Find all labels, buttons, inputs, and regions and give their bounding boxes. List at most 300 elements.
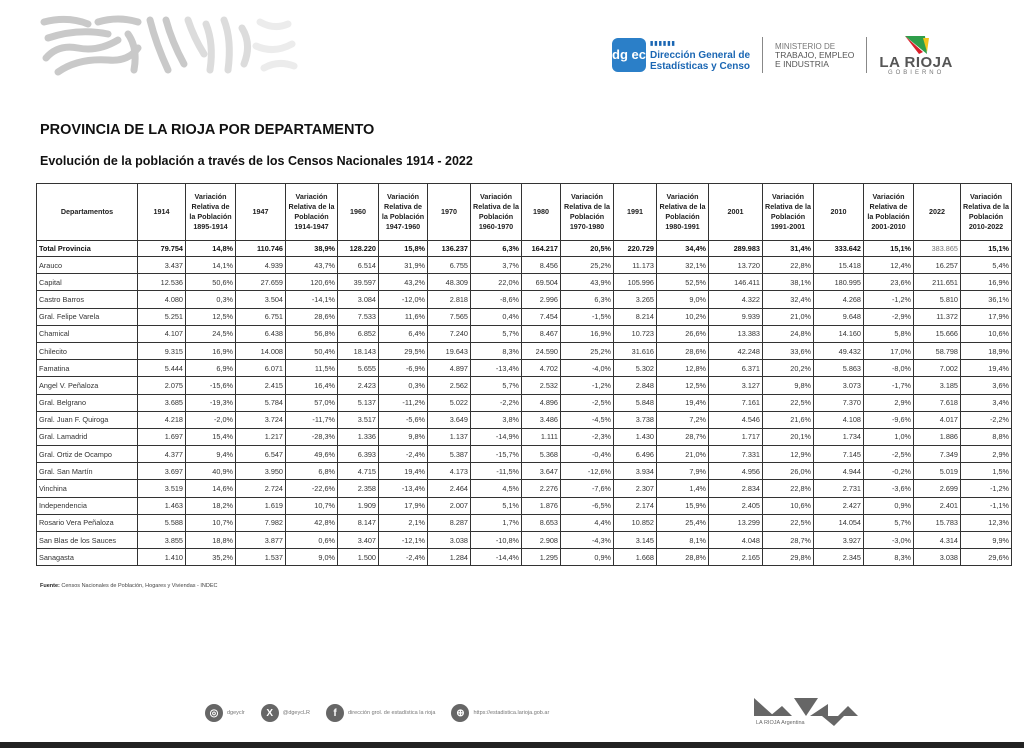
population-cell: 3.437 bbox=[138, 257, 186, 274]
variation-cell: 8,3% bbox=[471, 342, 522, 359]
variation-cell: -1,2% bbox=[561, 377, 614, 394]
population-cell: 180.995 bbox=[814, 274, 864, 291]
population-cell: 7.533 bbox=[338, 308, 379, 325]
variation-cell: -7,6% bbox=[561, 480, 614, 497]
variation-cell: 5,7% bbox=[864, 514, 914, 531]
footer-social-links bbox=[205, 700, 565, 726]
population-cell: 3.504 bbox=[236, 291, 286, 308]
variation-cell: 22,5% bbox=[763, 514, 814, 531]
population-cell: 4.939 bbox=[236, 257, 286, 274]
variation-cell: 56,8% bbox=[286, 325, 338, 342]
population-cell: 3.073 bbox=[814, 377, 864, 394]
variation-cell: 18,8% bbox=[186, 532, 236, 549]
population-cell: 15.783 bbox=[914, 514, 961, 531]
population-cell: 2.276 bbox=[522, 480, 561, 497]
population-cell: 5.302 bbox=[614, 360, 657, 377]
population-cell: 1.137 bbox=[428, 428, 471, 445]
population-cell: 6.755 bbox=[428, 257, 471, 274]
column-header: 1914 bbox=[138, 184, 186, 241]
ministry-line3: E INDUSTRIA bbox=[775, 58, 829, 69]
column-header: Variación Relativa de la Población 2001-2010 bbox=[864, 184, 914, 241]
variation-cell: 49,6% bbox=[286, 446, 338, 463]
population-cell: 4.108 bbox=[814, 411, 864, 428]
variation-cell: -5,6% bbox=[379, 411, 428, 428]
population-cell: 5.251 bbox=[138, 308, 186, 325]
population-cell: 2.834 bbox=[709, 480, 763, 497]
variation-cell: -1,2% bbox=[961, 480, 1012, 497]
variation-cell: 12,5% bbox=[186, 308, 236, 325]
variation-cell: 15,4% bbox=[186, 428, 236, 445]
population-cell: 4.956 bbox=[709, 463, 763, 480]
population-cell: 7.002 bbox=[914, 360, 961, 377]
variation-cell: 5,4% bbox=[961, 257, 1012, 274]
column-header: Variación Relativa de la Población 1991-2001 bbox=[763, 184, 814, 241]
population-cell: 1.336 bbox=[338, 428, 379, 445]
population-cell: 2.401 bbox=[914, 497, 961, 514]
population-cell: 2.427 bbox=[814, 497, 864, 514]
instagram-icon: ◎ bbox=[205, 704, 223, 722]
population-cell: 7.349 bbox=[914, 446, 961, 463]
variation-cell: 28,7% bbox=[763, 532, 814, 549]
population-table bbox=[36, 183, 1012, 566]
variation-cell: 0,9% bbox=[561, 549, 614, 566]
population-cell: 4.048 bbox=[709, 532, 763, 549]
variation-cell: 31,9% bbox=[379, 257, 428, 274]
population-cell: 5.137 bbox=[338, 394, 379, 411]
variation-cell: -15,7% bbox=[471, 446, 522, 463]
variation-cell: 9,0% bbox=[657, 291, 709, 308]
department-name: Castro Barros bbox=[37, 291, 138, 308]
variation-cell: 6,3% bbox=[471, 241, 522, 257]
table-row bbox=[37, 428, 1012, 445]
variation-cell: 6,4% bbox=[379, 325, 428, 342]
variation-cell: -14,9% bbox=[471, 428, 522, 445]
variation-cell: 8,8% bbox=[961, 428, 1012, 445]
variation-cell: 40,9% bbox=[186, 463, 236, 480]
variation-cell: 12,8% bbox=[657, 360, 709, 377]
population-cell: 289.983 bbox=[709, 241, 763, 257]
column-header: Variación Relativa de la Población 2010-2022 bbox=[961, 184, 1012, 241]
population-cell: 18.143 bbox=[338, 342, 379, 359]
population-cell: 2.405 bbox=[709, 497, 763, 514]
column-header: Variación Relativa de la Población 1970-1980 bbox=[561, 184, 614, 241]
population-cell: 2.848 bbox=[614, 377, 657, 394]
variation-cell: -11,7% bbox=[286, 411, 338, 428]
population-cell: 1.876 bbox=[522, 497, 561, 514]
population-cell: 1.619 bbox=[236, 497, 286, 514]
population-cell: 9.648 bbox=[814, 308, 864, 325]
population-cell: 1.717 bbox=[709, 428, 763, 445]
variation-cell: -2,2% bbox=[471, 394, 522, 411]
variation-cell: 28,6% bbox=[657, 342, 709, 359]
department-name: Sanagasta bbox=[37, 549, 138, 566]
variation-cell: 1,7% bbox=[471, 514, 522, 531]
population-cell: 7.240 bbox=[428, 325, 471, 342]
population-cell: 5.019 bbox=[914, 463, 961, 480]
population-cell: 1.284 bbox=[428, 549, 471, 566]
variation-cell: 0,6% bbox=[286, 532, 338, 549]
total-row bbox=[37, 241, 1012, 257]
divider bbox=[762, 37, 763, 73]
population-cell: 3.697 bbox=[138, 463, 186, 480]
variation-cell: 29,5% bbox=[379, 342, 428, 359]
population-cell: 1.295 bbox=[522, 549, 561, 566]
variation-cell: 2,9% bbox=[864, 394, 914, 411]
population-cell: 8.456 bbox=[522, 257, 561, 274]
population-cell: 2.345 bbox=[814, 549, 864, 566]
population-cell: 3.486 bbox=[522, 411, 561, 428]
table-row bbox=[37, 274, 1012, 291]
population-cell: 4.896 bbox=[522, 394, 561, 411]
population-cell: 3.877 bbox=[236, 532, 286, 549]
variation-cell: 3,6% bbox=[961, 377, 1012, 394]
population-cell: 58.798 bbox=[914, 342, 961, 359]
variation-cell: 29,8% bbox=[763, 549, 814, 566]
dgec-name-line1: Dirección General de bbox=[650, 49, 751, 61]
variation-cell: 10,6% bbox=[961, 325, 1012, 342]
source-label: Fuente: bbox=[40, 583, 60, 589]
social-link[interactable] bbox=[261, 704, 310, 722]
table-row bbox=[37, 463, 1012, 480]
variation-cell: 52,5% bbox=[657, 274, 709, 291]
population-cell: 333.642 bbox=[814, 241, 864, 257]
population-cell: 3.649 bbox=[428, 411, 471, 428]
population-cell: 31.616 bbox=[614, 342, 657, 359]
variation-cell: 1,4% bbox=[657, 480, 709, 497]
variation-cell: -1,2% bbox=[864, 291, 914, 308]
population-cell: 3.185 bbox=[914, 377, 961, 394]
department-name: Capital bbox=[37, 274, 138, 291]
population-cell: 164.217 bbox=[522, 241, 561, 257]
variation-cell: -10,8% bbox=[471, 532, 522, 549]
population-cell: 6.071 bbox=[236, 360, 286, 377]
variation-cell: 11,6% bbox=[379, 308, 428, 325]
variation-cell: 42,8% bbox=[286, 514, 338, 531]
population-cell: 7.454 bbox=[522, 308, 561, 325]
population-cell: 13.299 bbox=[709, 514, 763, 531]
population-cell: 6.438 bbox=[236, 325, 286, 342]
variation-cell: -2,4% bbox=[379, 549, 428, 566]
population-cell: 69.504 bbox=[522, 274, 561, 291]
population-cell: 7.618 bbox=[914, 394, 961, 411]
population-cell: 4.017 bbox=[914, 411, 961, 428]
variation-cell: -2,0% bbox=[186, 411, 236, 428]
variation-cell: 11,5% bbox=[286, 360, 338, 377]
variation-cell: 15,9% bbox=[657, 497, 709, 514]
population-cell: 9.315 bbox=[138, 342, 186, 359]
divider bbox=[866, 37, 867, 73]
variation-cell: 24,5% bbox=[186, 325, 236, 342]
population-cell: 1.734 bbox=[814, 428, 864, 445]
variation-cell: 5,1% bbox=[471, 497, 522, 514]
population-cell: 5.863 bbox=[814, 360, 864, 377]
variation-cell: -6,5% bbox=[561, 497, 614, 514]
table-row bbox=[37, 342, 1012, 359]
variation-cell: 1,5% bbox=[961, 463, 1012, 480]
dgec-logo bbox=[612, 38, 750, 72]
population-cell: 49.432 bbox=[814, 342, 864, 359]
variation-cell: 9,9% bbox=[961, 532, 1012, 549]
variation-cell: 31,4% bbox=[763, 241, 814, 257]
population-cell: 2.562 bbox=[428, 377, 471, 394]
variation-cell: 8,3% bbox=[864, 549, 914, 566]
population-cell: 3.145 bbox=[614, 532, 657, 549]
population-cell: 2.818 bbox=[428, 291, 471, 308]
population-cell: 5.387 bbox=[428, 446, 471, 463]
variation-cell: 10,6% bbox=[763, 497, 814, 514]
variation-cell: 22,0% bbox=[471, 274, 522, 291]
variation-cell: 57,0% bbox=[286, 394, 338, 411]
variation-cell: -1,7% bbox=[864, 377, 914, 394]
population-cell: 2.174 bbox=[614, 497, 657, 514]
population-cell: 14.054 bbox=[814, 514, 864, 531]
variation-cell: 3,7% bbox=[471, 257, 522, 274]
variation-cell: 17,9% bbox=[379, 497, 428, 514]
population-cell: 6.496 bbox=[614, 446, 657, 463]
population-cell: 6.371 bbox=[709, 360, 763, 377]
variation-cell: 5,7% bbox=[471, 377, 522, 394]
population-cell: 4.107 bbox=[138, 325, 186, 342]
variation-cell: 50,4% bbox=[286, 342, 338, 359]
population-cell: 5.022 bbox=[428, 394, 471, 411]
variation-cell: 5,8% bbox=[864, 325, 914, 342]
bar-chart-icon: ▮▮▮▮▮▮ bbox=[650, 40, 676, 47]
source-note bbox=[40, 583, 218, 589]
column-header: Variación Relativa de la Población 1980-1991 bbox=[657, 184, 709, 241]
social-handle: https://estadistica.larioja.gob.ar bbox=[473, 710, 550, 716]
x-icon: X bbox=[261, 704, 279, 722]
la-rioja-emblem-icon bbox=[899, 34, 933, 56]
variation-cell: 7,9% bbox=[657, 463, 709, 480]
department-name: Gral. Juan F. Quiroga bbox=[37, 411, 138, 428]
facebook-icon: f bbox=[326, 704, 344, 722]
variation-cell: 120,6% bbox=[286, 274, 338, 291]
variation-cell: -11,2% bbox=[379, 394, 428, 411]
variation-cell: 32,4% bbox=[763, 291, 814, 308]
variation-cell: -2,5% bbox=[864, 446, 914, 463]
population-cell: 6.852 bbox=[338, 325, 379, 342]
table-row bbox=[37, 308, 1012, 325]
population-cell: 15.666 bbox=[914, 325, 961, 342]
social-link[interactable] bbox=[451, 704, 549, 722]
population-cell: 13.383 bbox=[709, 325, 763, 342]
population-cell: 1.430 bbox=[614, 428, 657, 445]
social-link[interactable] bbox=[326, 704, 435, 722]
population-cell: 6.514 bbox=[338, 257, 379, 274]
department-name: Chilecito bbox=[37, 342, 138, 359]
table-row bbox=[37, 377, 1012, 394]
source-text: Censos Nacionales de Población, Hogares y Viviendas - INDEC bbox=[59, 583, 218, 589]
column-header: 1947 bbox=[236, 184, 286, 241]
variation-cell: 26,0% bbox=[763, 463, 814, 480]
variation-cell: 0,4% bbox=[471, 308, 522, 325]
variation-cell: 16,9% bbox=[186, 342, 236, 359]
variation-cell: 7,2% bbox=[657, 411, 709, 428]
department-name: Angel V. Peñaloza bbox=[37, 377, 138, 394]
column-header: 1991 bbox=[614, 184, 657, 241]
variation-cell: 16,9% bbox=[561, 325, 614, 342]
column-header: 1960 bbox=[338, 184, 379, 241]
population-cell: 2.724 bbox=[236, 480, 286, 497]
variation-cell: 21,0% bbox=[763, 308, 814, 325]
ministry-logo bbox=[775, 42, 854, 69]
variation-cell: 17,0% bbox=[864, 342, 914, 359]
population-cell: 5.444 bbox=[138, 360, 186, 377]
variation-cell: 35,2% bbox=[186, 549, 236, 566]
variation-cell: 12,3% bbox=[961, 514, 1012, 531]
variation-cell: 43,7% bbox=[286, 257, 338, 274]
population-cell: 2.532 bbox=[522, 377, 561, 394]
population-cell: 1.537 bbox=[236, 549, 286, 566]
social-link[interactable] bbox=[205, 704, 245, 722]
population-cell: 3.934 bbox=[614, 463, 657, 480]
population-cell: 3.950 bbox=[236, 463, 286, 480]
population-cell: 4.268 bbox=[814, 291, 864, 308]
variation-cell: -2,3% bbox=[561, 428, 614, 445]
variation-cell: -0,2% bbox=[864, 463, 914, 480]
population-cell: 5.655 bbox=[338, 360, 379, 377]
variation-cell: 9,8% bbox=[763, 377, 814, 394]
population-cell: 146.411 bbox=[709, 274, 763, 291]
population-cell: 8.287 bbox=[428, 514, 471, 531]
population-cell: 2.075 bbox=[138, 377, 186, 394]
variation-cell: -13,4% bbox=[471, 360, 522, 377]
population-cell: 12.536 bbox=[138, 274, 186, 291]
column-header: 2001 bbox=[709, 184, 763, 241]
variation-cell: 43,9% bbox=[561, 274, 614, 291]
variation-cell: -4,5% bbox=[561, 411, 614, 428]
variation-cell: 8,1% bbox=[657, 532, 709, 549]
department-name: Gral. Felipe Varela bbox=[37, 308, 138, 325]
column-header: Variación Relativa de la Población 1947-1960 bbox=[379, 184, 428, 241]
variation-cell: 43,2% bbox=[379, 274, 428, 291]
population-cell: 2.464 bbox=[428, 480, 471, 497]
department-name: San Blas de los Sauces bbox=[37, 532, 138, 549]
table-row bbox=[37, 446, 1012, 463]
department-name: Total Provincia bbox=[37, 241, 138, 257]
population-cell: 3.084 bbox=[338, 291, 379, 308]
population-cell: 3.738 bbox=[614, 411, 657, 428]
variation-cell: 24,8% bbox=[763, 325, 814, 342]
population-cell: 110.746 bbox=[236, 241, 286, 257]
population-cell: 7.370 bbox=[814, 394, 864, 411]
variation-cell: 12,9% bbox=[763, 446, 814, 463]
population-cell: 3.927 bbox=[814, 532, 864, 549]
variation-cell: 10,7% bbox=[286, 497, 338, 514]
department-name: Rosario Vera Peñaloza bbox=[37, 514, 138, 531]
variation-cell: 21,6% bbox=[763, 411, 814, 428]
population-cell: 1.463 bbox=[138, 497, 186, 514]
population-cell: 2.007 bbox=[428, 497, 471, 514]
column-header: Variación Relativa de la Población 1895-1914 bbox=[186, 184, 236, 241]
population-cell: 211.651 bbox=[914, 274, 961, 291]
population-cell: 2.731 bbox=[814, 480, 864, 497]
variation-cell: 36,1% bbox=[961, 291, 1012, 308]
variation-cell: 25,2% bbox=[561, 257, 614, 274]
page-subtitle: Evolución de la población a través de los Censos Nacionales 1914 - 2022 bbox=[40, 154, 473, 168]
variation-cell: 10,7% bbox=[186, 514, 236, 531]
gobierno-label: GOBIERNO bbox=[887, 70, 945, 76]
department-name: Chamical bbox=[37, 325, 138, 342]
variation-cell: -19,3% bbox=[186, 394, 236, 411]
population-cell: 128.220 bbox=[338, 241, 379, 257]
population-cell: 2.165 bbox=[709, 549, 763, 566]
table-row bbox=[37, 532, 1012, 549]
department-name: Independencia bbox=[37, 497, 138, 514]
bottom-bar bbox=[0, 742, 1024, 748]
population-cell: 3.407 bbox=[338, 532, 379, 549]
dgec-mark-icon: dg ec bbox=[612, 38, 646, 72]
population-cell: 8.653 bbox=[522, 514, 561, 531]
column-header: 1970 bbox=[428, 184, 471, 241]
population-cell: 2.699 bbox=[914, 480, 961, 497]
population-cell: 4.377 bbox=[138, 446, 186, 463]
population-cell: 2.423 bbox=[338, 377, 379, 394]
population-cell: 9.939 bbox=[709, 308, 763, 325]
population-cell: 2.358 bbox=[338, 480, 379, 497]
population-cell: 39.597 bbox=[338, 274, 379, 291]
variation-cell: 9,0% bbox=[286, 549, 338, 566]
population-cell: 5.368 bbox=[522, 446, 561, 463]
population-cell: 3.724 bbox=[236, 411, 286, 428]
variation-cell: 50,6% bbox=[186, 274, 236, 291]
variation-cell: 2,1% bbox=[379, 514, 428, 531]
dgec-name-line2: Estadísticas y Censo bbox=[650, 60, 751, 72]
variation-cell: 18,9% bbox=[961, 342, 1012, 359]
population-cell: 48.309 bbox=[428, 274, 471, 291]
department-name: Gral. Belgrano bbox=[37, 394, 138, 411]
population-cell: 6.547 bbox=[236, 446, 286, 463]
ministry-line2: TRABAJO, EMPLEO bbox=[775, 49, 855, 60]
population-cell: 24.590 bbox=[522, 342, 561, 359]
variation-cell: -3,0% bbox=[864, 532, 914, 549]
population-cell: 1.886 bbox=[914, 428, 961, 445]
population-cell: 220.729 bbox=[614, 241, 657, 257]
population-cell: 3.038 bbox=[914, 549, 961, 566]
population-cell: 19.643 bbox=[428, 342, 471, 359]
variation-cell: 38,9% bbox=[286, 241, 338, 257]
population-cell: 383.865 bbox=[914, 241, 961, 257]
column-header: Variación Relativa de la Población 1914-1947 bbox=[286, 184, 338, 241]
variation-cell: 9,8% bbox=[379, 428, 428, 445]
population-cell: 136.237 bbox=[428, 241, 471, 257]
variation-cell: 5,7% bbox=[471, 325, 522, 342]
variation-cell: -6,9% bbox=[379, 360, 428, 377]
population-cell: 4.173 bbox=[428, 463, 471, 480]
variation-cell: 0,9% bbox=[864, 497, 914, 514]
table-row bbox=[37, 514, 1012, 531]
variation-cell: -12,0% bbox=[379, 291, 428, 308]
population-cell: 4.546 bbox=[709, 411, 763, 428]
population-cell: 7.982 bbox=[236, 514, 286, 531]
variation-cell: 26,6% bbox=[657, 325, 709, 342]
social-handle: @dgeycLR bbox=[282, 710, 311, 716]
variation-cell: 0,3% bbox=[186, 291, 236, 308]
variation-cell: 10,2% bbox=[657, 308, 709, 325]
footer-brand-text: LA RIOJA Argentina bbox=[756, 720, 805, 726]
variation-cell: 32,1% bbox=[657, 257, 709, 274]
variation-cell: 19,4% bbox=[961, 360, 1012, 377]
column-header: 1980 bbox=[522, 184, 561, 241]
variation-cell: -2,4% bbox=[379, 446, 428, 463]
variation-cell: -12,6% bbox=[561, 463, 614, 480]
variation-cell: 14,1% bbox=[186, 257, 236, 274]
table-row bbox=[37, 480, 1012, 497]
variation-cell: -8,6% bbox=[471, 291, 522, 308]
ministry-line1: MINISTERIO DE bbox=[775, 41, 836, 51]
population-cell: 4.715 bbox=[338, 463, 379, 480]
population-cell: 6.393 bbox=[338, 446, 379, 463]
